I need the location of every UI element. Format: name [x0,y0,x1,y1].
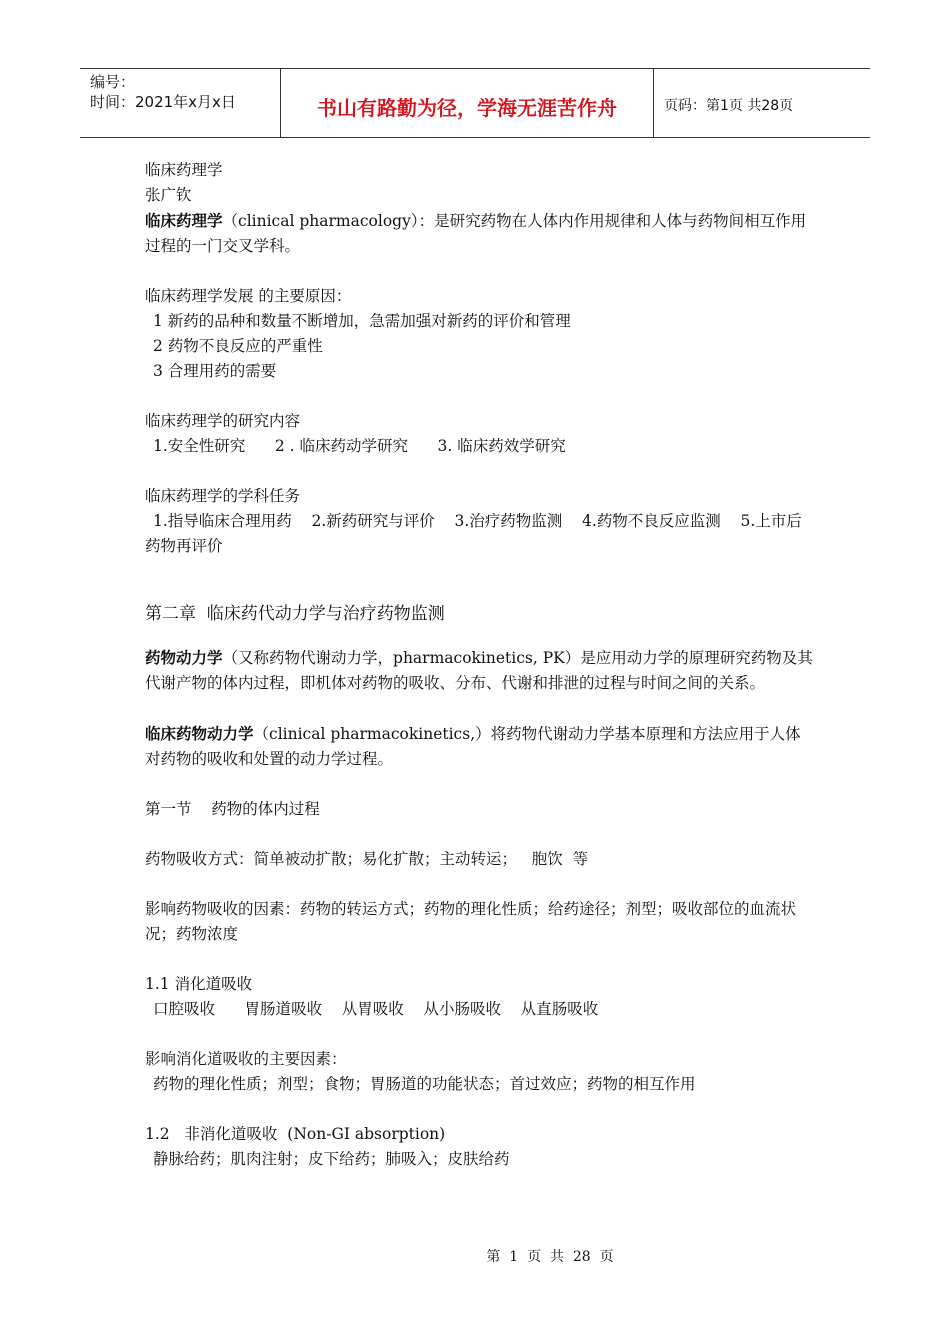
definition-text: （又称药物代谢动力学，pharmacokinetics, PK）是应用动力学的原理研究药物及其代谢产物的体内过程，即机体对药物的吸收、分布、代谢和排泄的过程与时间之间的关系。 [145,649,813,692]
gi-absorption-items: 口腔吸收 胃肠道吸收 从胃吸收 从小肠吸收 从直肠吸收 [153,1000,599,1018]
absorption-factors: 影响药物吸收的因素：药物的转运方式；药物的理化性质；给药途径；剂型；吸收部位的血流状况；药物浓度 [145,900,797,943]
definition-clinical-pharmacokinetics [145,721,815,772]
tasks-items: 1.指导临床合理用药 2.新药研究与评价 3.治疗药物监测 4.药物不良反应监测 5.上市后药物再评价 [145,512,802,555]
section-heading: 第一节 药物的体内过程 [145,800,320,818]
reason-item: 3 合理用药的需要 [153,362,277,380]
definition-text: （clinical pharmacokinetics,）将药物代谢动力学基本原理和方法应用于人体对药物的吸收和处置的动力学过程。 [145,725,801,768]
gi-absorption-heading: 1.1 消化道吸收 [145,975,253,993]
header-meta [80,69,281,137]
definition-text: （clinical pharmacology）：是研究药物在人体内作用规律和人体与药物间相互作用过程的一门交叉学科。 [145,212,807,255]
header-motto: 书山有路勤为径，学海无涯苦作舟 [317,95,617,120]
header-page-cell [654,69,870,137]
definition-term: 药物动力学 [145,648,223,667]
tasks-heading: 临床药理学的学科任务 [145,487,301,505]
reasons-heading: 临床药理学发展 的主要原因： [145,287,352,305]
non-gi-absorption-heading: 1.2 非消化道吸收 (Non-GI absorption) [145,1125,446,1143]
research-items: 1.安全性研究 2 . 临床药动学研究 3. 临床药效学研究 [153,437,566,455]
doc-number-label: 编号： [90,73,136,91]
research-heading: 临床药理学的研究内容 [145,412,301,430]
page-footer [0,1246,950,1266]
document-body [145,158,815,1172]
page-header [80,68,870,138]
header-motto-cell [281,69,654,137]
non-gi-absorption-items: 静脉给药；肌肉注射；皮下给药；肺吸入；皮肤给药 [153,1150,510,1168]
absorption-modes: 药物吸收方式：简单被动扩散；易化扩散；主动转运； 胞饮 等 [145,850,589,868]
doc-author: 张广钦 [145,186,192,204]
definition-term: 临床药物动力学 [145,724,254,743]
gi-factors: 药物的理化性质；剂型；食物；胃肠道的功能状态；首过效应；药物的相互作用 [153,1075,696,1093]
definition-clinical-pharmacology [145,208,815,259]
doc-time-label: 时间：2021年x月x日 [90,93,236,111]
header-page-label: 页码：第1页 共28页 [664,98,794,114]
definition-pharmacokinetics [145,645,815,696]
footer-page-number: 第 1 页 共 28 页 [486,1249,614,1265]
chapter-heading: 第二章 临床药代动力学与治疗药物监测 [145,604,445,624]
reason-item: 1 新药的品种和数量不断增加，急需加强对新药的评价和管理 [153,312,571,330]
doc-title: 临床药理学 [145,161,223,179]
gi-factors-heading: 影响消化道吸收的主要因素： [145,1050,347,1068]
reason-item: 2 药物不良反应的严重性 [153,337,323,355]
definition-term: 临床药理学 [145,211,223,230]
